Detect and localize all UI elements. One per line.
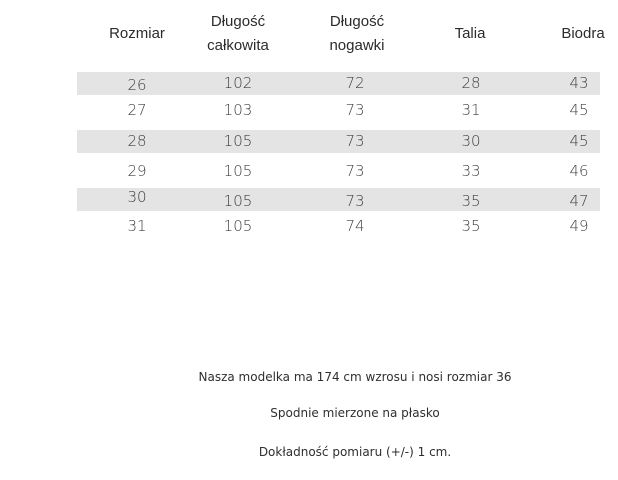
cell-total-length: 102 xyxy=(223,74,253,92)
cell-hips: 43 xyxy=(569,74,589,92)
cell-hips: 46 xyxy=(569,162,589,180)
note-measurement-accuracy: Dokładność pomiaru (+/-) 1 cm. xyxy=(258,445,452,459)
header-leg-length-line1: Długość xyxy=(329,13,385,30)
header-hips-label: Biodra xyxy=(561,25,605,42)
cell-leg-length: 73 xyxy=(345,162,365,180)
cell-total-length: 105 xyxy=(223,192,253,210)
cell-total-length: 105 xyxy=(223,132,253,150)
cell-hips: 45 xyxy=(569,101,589,119)
table-row xyxy=(77,99,600,122)
cell-hips: 47 xyxy=(569,192,589,210)
cell-total-length: 103 xyxy=(223,101,253,119)
cell-waist: 35 xyxy=(461,192,481,210)
cell-waist: 33 xyxy=(461,162,481,180)
header-total-length-line1: Długość xyxy=(210,13,266,30)
cell-waist: 28 xyxy=(461,74,481,92)
cell-leg-length: 74 xyxy=(345,217,365,235)
note-model-height: Nasza modelka ma 174 cm wzrosu i nosi rozmiar 36 xyxy=(198,370,512,384)
cell-leg-length: 73 xyxy=(345,192,365,210)
cell-waist: 31 xyxy=(461,101,481,119)
table-row xyxy=(77,130,600,153)
table-row xyxy=(77,160,600,183)
table-row xyxy=(77,188,600,211)
cell-waist: 35 xyxy=(461,217,481,235)
header-waist-label: Talia xyxy=(454,25,486,42)
header-waist xyxy=(435,0,505,68)
cell-leg-length: 73 xyxy=(345,101,365,119)
cell-size: 29 xyxy=(127,162,147,180)
cell-size: 30 xyxy=(127,188,147,206)
cell-leg-length: 72 xyxy=(345,74,365,92)
header-size xyxy=(102,0,172,68)
cell-size: 31 xyxy=(127,217,147,235)
cell-total-length: 105 xyxy=(223,217,253,235)
cell-leg-length: 73 xyxy=(345,132,365,150)
cell-total-length: 105 xyxy=(223,162,253,180)
header-total-length xyxy=(193,0,283,68)
header-leg-length-line2: nogawki xyxy=(329,37,385,54)
header-hips xyxy=(548,0,618,68)
cell-hips: 45 xyxy=(569,132,589,150)
header-leg-length xyxy=(312,0,402,68)
header-total-length-line2: całkowita xyxy=(207,37,269,54)
cell-hips: 49 xyxy=(569,217,589,235)
header-size-label: Rozmiar xyxy=(109,25,165,42)
cell-size: 26 xyxy=(127,76,147,94)
table-row xyxy=(77,215,600,238)
cell-size: 28 xyxy=(127,132,147,150)
note-measured-flat: Spodnie mierzone na płasko xyxy=(270,406,440,420)
table-row xyxy=(77,72,600,95)
cell-waist: 30 xyxy=(461,132,481,150)
cell-size: 27 xyxy=(127,101,147,119)
